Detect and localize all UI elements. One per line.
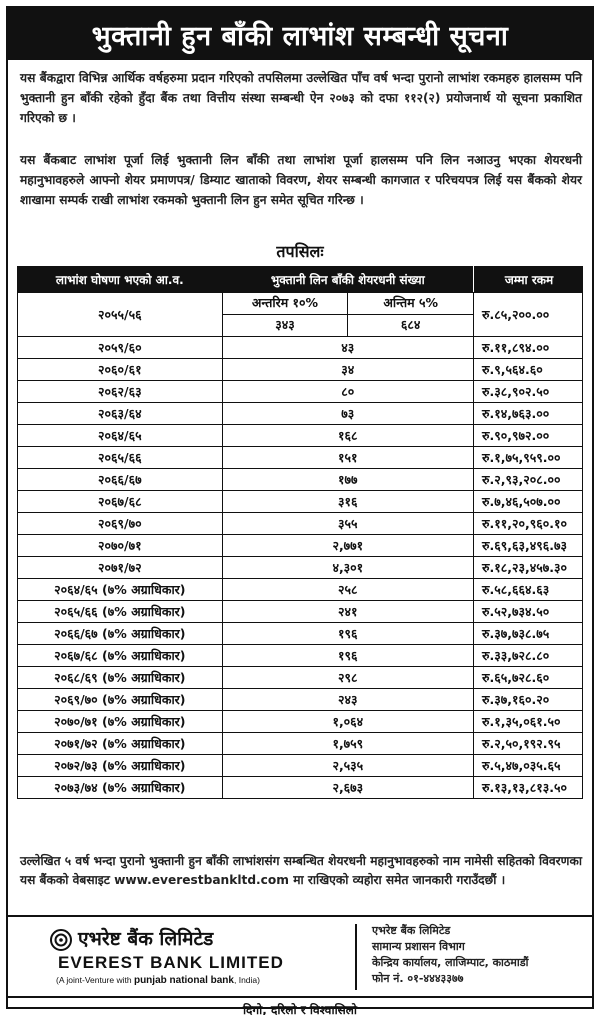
row-count: २४३ [222, 689, 473, 711]
row-amount: रु.६५,७२८.६० [474, 667, 583, 689]
table-row [18, 447, 583, 469]
row-year: २०६९/७० [18, 513, 223, 535]
first-row-year: २०५५/५६ [18, 293, 223, 337]
table-row [18, 733, 583, 755]
table-row [18, 513, 583, 535]
notice-frame [6, 6, 594, 1015]
row-year: २०६३/६४ [18, 403, 223, 425]
slogan: दिगो, दरिलो र विश्वासिलो [8, 996, 592, 1015]
row-year: २०७१/७२ (७% अग्राधिकार) [18, 733, 223, 755]
row-year: २०६८/६९ (७% अग्राधिकार) [18, 667, 223, 689]
row-count: १६८ [222, 425, 473, 447]
header-total-amount: जम्मा रकम [474, 267, 583, 293]
row-year: २०७०/७१ (७% अग्राधिकार) [18, 711, 223, 733]
row-year: २०७०/७१ [18, 535, 223, 557]
table-row [18, 381, 583, 403]
row-amount: रु.५२,७३४.५० [474, 601, 583, 623]
row-amount: रु.१४,७६३.०० [474, 403, 583, 425]
row-year: २०६०/६१ [18, 359, 223, 381]
bank-tagline: (A joint-Venture with punjab national bank, India) [56, 975, 260, 986]
row-count: २,५३५ [222, 755, 473, 777]
table-row [18, 777, 583, 799]
first-row-labels [222, 293, 473, 315]
table-row [18, 755, 583, 777]
row-count: १९६ [222, 623, 473, 645]
row-count: ३४ [222, 359, 473, 381]
row-count: १९६ [222, 645, 473, 667]
row-amount: रु.२,५०,१९२.९५ [474, 733, 583, 755]
final-count: ६८४ [400, 317, 421, 332]
table-row [18, 425, 583, 447]
row-amount: रु.६९,६३,४९६.७३ [474, 535, 583, 557]
table-row [18, 579, 583, 601]
row-amount: रु.५,४७,०३५.६५ [474, 755, 583, 777]
row-count: १,७५९ [222, 733, 473, 755]
bank-address [372, 923, 528, 987]
row-count: २,७७१ [222, 535, 473, 557]
table-row [18, 337, 583, 359]
table-row [18, 359, 583, 381]
table-row [18, 645, 583, 667]
row-count: ४३ [222, 337, 473, 359]
row-count: ४,३०१ [222, 557, 473, 579]
notice-paragraph-1: यस बैंकद्वारा विभिन्न आर्थिक वर्षहरुमा प्रदान गरिएको तपसिलमा उल्लेखित पाँच वर्ष भन्दा पुरानो लाभांश रकमहरु हालसम्म पनि भुक्तानी हुन बाँकी रहेको हुँदा बैंक तथा वित्तीय संस्था सम्बन्धी ऐन २०७३ को दफा ११२(२) प्रयोजनार्थ यो सूचना प्रकाशित गरिएको छ । [20, 71, 582, 125]
row-amount: रु.२,९३,२०८.०० [474, 469, 583, 491]
row-count: २४१ [222, 601, 473, 623]
row-year: २०६७/६८ (७% अग्राधिकार) [18, 645, 223, 667]
table-row [18, 491, 583, 513]
first-row-amount: रु.८५,२००.०० [474, 293, 583, 337]
row-year: २०६९/७० (७% अग्राधिकार) [18, 689, 223, 711]
row-amount: रु.९०,९७२.०० [474, 425, 583, 447]
table-row [18, 711, 583, 733]
row-amount: रु.१,७५,९५९.०० [474, 447, 583, 469]
row-year: २०६६/६७ (७% अग्राधिकार) [18, 623, 223, 645]
row-amount: रु.५८,६६४.६३ [474, 579, 583, 601]
footer-note: उल्लेखित ५ वर्ष भन्दा पुरानो भुक्तानी हुन बाँकी लाभांशसंग सम्बन्धित शेयरधनी महानुभावहरुको नाम नामेसी सहितको विवरणका यस बैंकको वेबसाइट www.everestbankltd.com मा राखिएको व्यहोरा समेत जानकारी गराउँदछौं । [20, 854, 582, 887]
row-amount: रु.१३,१३,८१३.५० [474, 777, 583, 799]
bank-emblem-icon [50, 929, 72, 951]
row-year: २०६४/६५ [18, 425, 223, 447]
row-count: १७७ [222, 469, 473, 491]
address-line: सामान्य प्रशासन विभाग [372, 940, 465, 953]
row-count: ७३ [222, 403, 473, 425]
row-year: २०६७/६८ [18, 491, 223, 513]
table-row [18, 403, 583, 425]
table-row [18, 601, 583, 623]
address-line: केन्द्रिय कार्यालय, लाजिम्पाट, काठमाडौं [372, 956, 529, 969]
bank-name-english: EVEREST BANK LIMITED [58, 953, 284, 972]
table-header-row [18, 267, 583, 293]
table-row [18, 535, 583, 557]
row-count: २९८ [222, 667, 473, 689]
interim-label: अन्तरिम १०% [223, 293, 349, 314]
table-heading: तपसिलः [276, 242, 324, 261]
bank-logo [20, 923, 350, 995]
row-amount: रु.१८,२३,४५७.३० [474, 557, 583, 579]
row-year: २०७१/७२ [18, 557, 223, 579]
row-count: ३५५ [222, 513, 473, 535]
table-row-first [18, 293, 583, 315]
row-amount: रु.११,२०,९६०.१० [474, 513, 583, 535]
row-year: २०५९/६० [18, 337, 223, 359]
row-count: १,०६४ [222, 711, 473, 733]
row-count: ८० [222, 381, 473, 403]
row-count: १५१ [222, 447, 473, 469]
header-shareholder-count: भुक्तानी लिन बाँकी शेयरधनी संख्या [222, 267, 473, 293]
row-count: २,६७३ [222, 777, 473, 799]
row-amount: रु.९,५६४.६० [474, 359, 583, 381]
row-amount: रु.७,४६,५०७.०० [474, 491, 583, 513]
vertical-divider [355, 924, 357, 990]
row-year: २०६५/६६ (७% अग्राधिकार) [18, 601, 223, 623]
address-line: फोन नं. ०१-४४४३३७७ [372, 972, 464, 985]
row-amount: रु.३८,९०२.५० [474, 381, 583, 403]
notice-title: भुक्तानी हुन बाँकी लाभांश सम्बन्धी सूचना [8, 8, 592, 60]
divider [8, 915, 592, 917]
table-row [18, 689, 583, 711]
table-body [18, 293, 583, 799]
first-row-counts [222, 315, 473, 337]
notice-paragraph-2: यस बैंकबाट लाभांश पूर्जा लिई भुक्तानी लिन बाँकी तथा लाभांश पूर्जा हालसम्म पनि लिन नआउनु भएका शेयरधनी महानुभावहरुले आफ्नो शेयर प्रमाणपत्र/ डिम्याट खाताको विवरण, शेयर सम्बन्धी कागजात र परिचयपत्र लिई यस बैंकको शेयर शाखामा सम्पर्क राखी लाभांश रकमको भुक्तानी लिन हुन समेत सूचित गरिन्छ । [20, 153, 582, 207]
row-amount: रु.३७,७३८.७५ [474, 623, 583, 645]
row-count: ३१६ [222, 491, 473, 513]
final-label: अन्तिम ५% [383, 295, 438, 310]
row-year: २०७३/७४ (७% अग्राधिकार) [18, 777, 223, 799]
dividend-table [17, 266, 583, 799]
header-fiscal-year: लाभांश घोषणा भएको आ.व. [18, 267, 223, 293]
row-year: २०६५/६६ [18, 447, 223, 469]
table-row [18, 469, 583, 491]
row-count: २५८ [222, 579, 473, 601]
bank-name-nepali: एभरेष्ट बैंक लिमिटेड [78, 928, 214, 950]
row-year: २०७२/७३ (७% अग्राधिकार) [18, 755, 223, 777]
address-line: एभरेष्ट बैंक लिमिटेड [372, 924, 451, 937]
row-year: २०६४/६५ (७% अग्राधिकार) [18, 579, 223, 601]
row-amount: रु.३७,१६०.२० [474, 689, 583, 711]
interim-count: ३४३ [223, 315, 349, 336]
row-amount: रु.३३,७२८.८० [474, 645, 583, 667]
row-amount: रु.१,३५,०६१.५० [474, 711, 583, 733]
row-year: २०६६/६७ [18, 469, 223, 491]
row-year: २०६२/६३ [18, 381, 223, 403]
table-row [18, 623, 583, 645]
table-row [18, 557, 583, 579]
row-amount: रु.११,८९४.०० [474, 337, 583, 359]
table-row [18, 667, 583, 689]
